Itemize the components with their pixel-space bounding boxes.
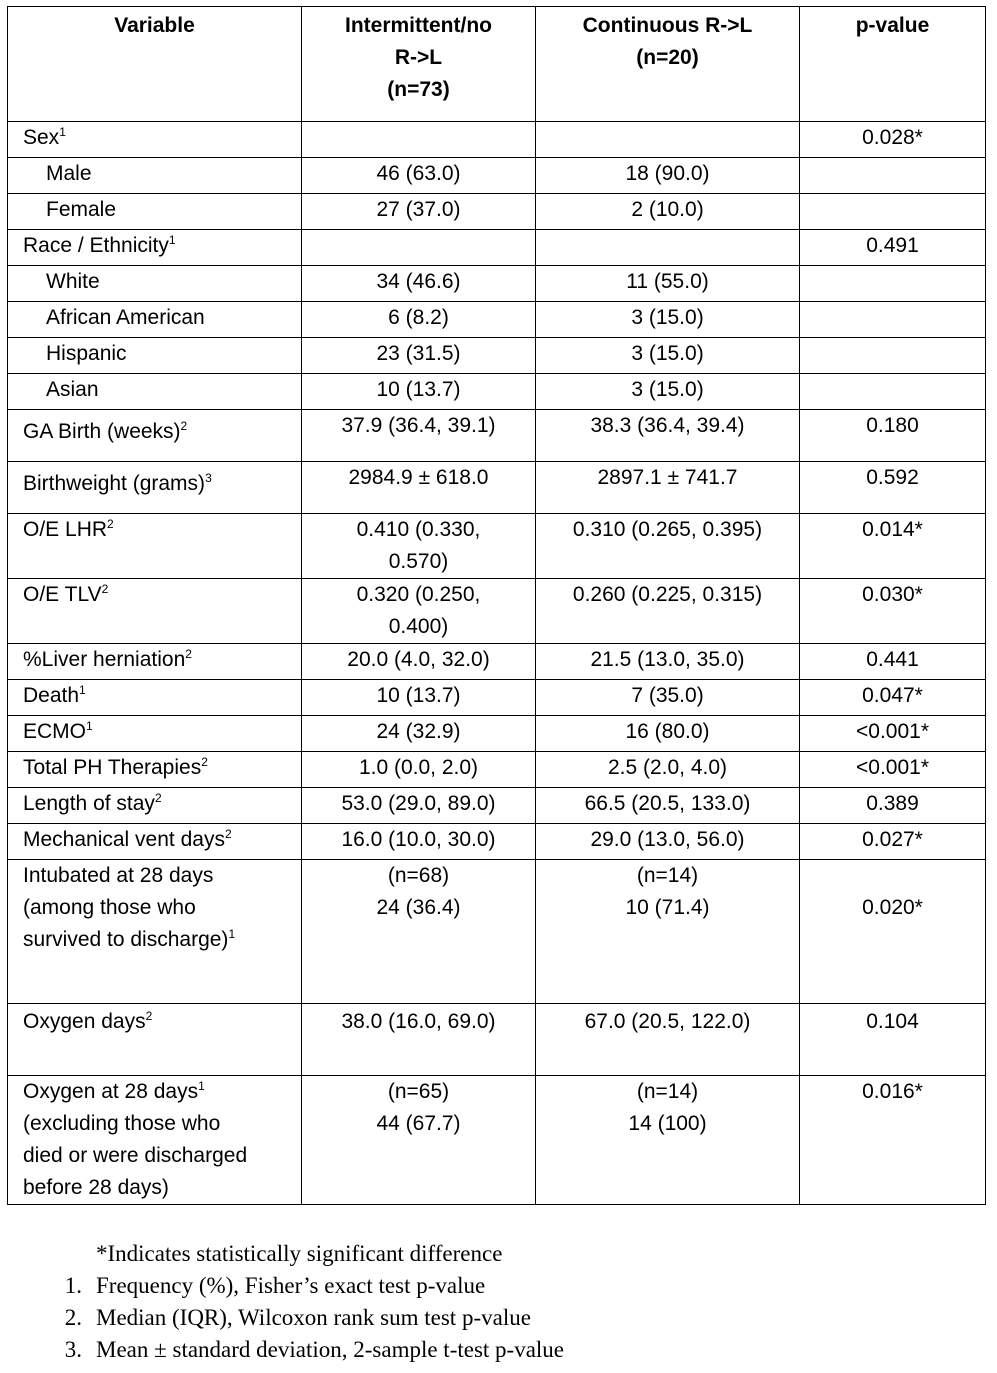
footnote-item <box>0 1270 997 1302</box>
cell-intermittent: 0.410 (0.330, 0.570) <box>302 514 536 579</box>
row-label: Hispanic <box>8 338 302 374</box>
row-label: Male <box>8 158 302 194</box>
cell-pvalue <box>800 158 986 194</box>
cell-pvalue: 0.016* <box>800 1076 986 1205</box>
cell-pvalue: 0.047* <box>800 680 986 716</box>
row-label: O/E LHR$^2$ <box>8 514 302 579</box>
row-label: Length of stay$^2$ <box>8 788 302 824</box>
cell-continuous: 2.5 (2.0, 4.0) <box>536 752 800 788</box>
cell-intermittent <box>302 230 536 266</box>
cell-pvalue: <0.001* <box>800 716 986 752</box>
cell-continuous: 66.5 (20.5, 133.0) <box>536 788 800 824</box>
cell-continuous: 11 (55.0) <box>536 266 800 302</box>
cell-intermittent: 37.9 (36.4, 39.1) <box>302 410 536 462</box>
cell-continuous: (n=14) 10 (71.4) <box>536 860 800 1004</box>
cell-pvalue: 0.491 <box>800 230 986 266</box>
cell-continuous: 21.5 (13.0, 35.0) <box>536 644 800 680</box>
row-label: Sex$^1$ <box>8 122 302 158</box>
cell-continuous <box>536 122 800 158</box>
cell-intermittent: 23 (31.5) <box>302 338 536 374</box>
table-row <box>8 194 986 230</box>
row-label: Total PH Therapies$^2$ <box>8 752 302 788</box>
table-row <box>8 788 986 824</box>
header-pvalue: p-value <box>800 7 986 122</box>
cell-continuous: 29.0 (13.0, 56.0) <box>536 824 800 860</box>
cell-pvalue: 0.027* <box>800 824 986 860</box>
footnote-number: 3. <box>64 1337 82 1362</box>
cell-continuous: 16 (80.0) <box>536 716 800 752</box>
table-row <box>8 680 986 716</box>
cell-intermittent: 20.0 (4.0, 32.0) <box>302 644 536 680</box>
cell-continuous: 0.310 (0.265, 0.395) <box>536 514 800 579</box>
table-row <box>8 824 986 860</box>
cell-pvalue: 0.014* <box>800 514 986 579</box>
cell-intermittent: 16.0 (10.0, 30.0) <box>302 824 536 860</box>
header-variable: Variable <box>8 7 302 122</box>
row-label: Mechanical vent days$^2$ <box>8 824 302 860</box>
table-row <box>8 644 986 680</box>
row-label: Asian <box>8 374 302 410</box>
table-row <box>8 122 986 158</box>
table-row <box>8 374 986 410</box>
cell-intermittent: 34 (46.6) <box>302 266 536 302</box>
cell-pvalue: 0.028* <box>800 122 986 158</box>
cell-intermittent: 1.0 (0.0, 2.0) <box>302 752 536 788</box>
footnote-number: 1. <box>64 1273 82 1298</box>
cell-continuous: 2 (10.0) <box>536 194 800 230</box>
footnote-text: Mean ± standard deviation, 2-sample t-test p-value <box>96 1337 565 1362</box>
cell-continuous: 7 (35.0) <box>536 680 800 716</box>
row-label: Death$^1$ <box>8 680 302 716</box>
footnote-item <box>0 1302 997 1334</box>
cell-intermittent: 38.0 (16.0, 69.0) <box>302 1004 536 1076</box>
table-row <box>8 716 986 752</box>
cell-intermittent: 46 (63.0) <box>302 158 536 194</box>
table-row <box>8 338 986 374</box>
table-row <box>8 410 986 462</box>
cell-pvalue <box>800 374 986 410</box>
footnote-number: 2. <box>64 1305 82 1330</box>
cell-intermittent: 10 (13.7) <box>302 374 536 410</box>
cell-pvalue <box>800 194 986 230</box>
results-table <box>7 6 986 1205</box>
row-label: Oxygen at 28 days$^1$ (excluding those who died or were discharged before 28 days) <box>8 1076 302 1205</box>
row-label: African American <box>8 302 302 338</box>
cell-intermittent: 53.0 (29.0, 89.0) <box>302 788 536 824</box>
row-label: Female <box>8 194 302 230</box>
cell-pvalue: 0.104 <box>800 1004 986 1076</box>
cell-pvalue <box>800 302 986 338</box>
footnotes <box>0 1238 997 1366</box>
header-row <box>8 7 986 122</box>
table-row <box>8 302 986 338</box>
header-intermittent: Intermittent/no R->L (n=73) <box>302 7 536 122</box>
cell-pvalue: 0.441 <box>800 644 986 680</box>
table-row <box>8 462 986 514</box>
cell-pvalue: 0.180 <box>800 410 986 462</box>
row-label: Intubated at 28 days (among those who survived to discharge)$^1$ <box>8 860 302 1004</box>
footnote-text: Frequency (%), Fisher’s exact test p-value <box>96 1273 486 1298</box>
row-label: ECMO$^1$ <box>8 716 302 752</box>
row-label: GA Birth (weeks)$^2$ <box>8 410 302 462</box>
table-row <box>8 860 986 1004</box>
table-row <box>8 1076 986 1205</box>
cell-continuous: 38.3 (36.4, 39.4) <box>536 410 800 462</box>
cell-intermittent: 0.320 (0.250, 0.400) <box>302 579 536 644</box>
row-label: Oxygen days$^2$ <box>8 1004 302 1076</box>
cell-intermittent: 27 (37.0) <box>302 194 536 230</box>
cell-continuous: 0.260 (0.225, 0.315) <box>536 579 800 644</box>
cell-pvalue <box>800 266 986 302</box>
cell-continuous: (n=14) 14 (100) <box>536 1076 800 1205</box>
footnote-text: Median (IQR), Wilcoxon rank sum test p-value <box>96 1305 531 1330</box>
cell-pvalue: 0.389 <box>800 788 986 824</box>
table-row <box>8 266 986 302</box>
cell-pvalue: 0.030* <box>800 579 986 644</box>
cell-continuous <box>536 230 800 266</box>
cell-intermittent: 6 (8.2) <box>302 302 536 338</box>
cell-intermittent <box>302 122 536 158</box>
cell-intermittent: 2984.9 ± 618.0 <box>302 462 536 514</box>
row-label: Birthweight (grams)$^3$ <box>8 462 302 514</box>
row-label: %Liver herniation$^2$ <box>8 644 302 680</box>
cell-intermittent: 24 (32.9) <box>302 716 536 752</box>
header-continuous: Continuous R->L (n=20) <box>536 7 800 122</box>
footnote-significance: *Indicates statistically significant difference <box>96 1241 503 1266</box>
cell-intermittent: (n=65) 44 (67.7) <box>302 1076 536 1205</box>
table-row <box>8 752 986 788</box>
footnote-item <box>0 1334 997 1366</box>
row-label: Race / Ethnicity$^1$ <box>8 230 302 266</box>
table-row <box>8 579 986 644</box>
cell-intermittent: (n=68) 24 (36.4) <box>302 860 536 1004</box>
cell-pvalue <box>800 338 986 374</box>
table-row <box>8 158 986 194</box>
table-row <box>8 1004 986 1076</box>
table-row <box>8 514 986 579</box>
cell-continuous: 2897.1 ± 741.7 <box>536 462 800 514</box>
row-label: White <box>8 266 302 302</box>
cell-pvalue: 0.020* <box>800 860 986 1004</box>
cell-continuous: 67.0 (20.5, 122.0) <box>536 1004 800 1076</box>
cell-continuous: 3 (15.0) <box>536 338 800 374</box>
cell-continuous: 3 (15.0) <box>536 374 800 410</box>
cell-continuous: 18 (90.0) <box>536 158 800 194</box>
row-label: O/E TLV$^2$ <box>8 579 302 644</box>
cell-intermittent: 10 (13.7) <box>302 680 536 716</box>
cell-continuous: 3 (15.0) <box>536 302 800 338</box>
cell-pvalue: <0.001* <box>800 752 986 788</box>
cell-pvalue: 0.592 <box>800 462 986 514</box>
table-row <box>8 230 986 266</box>
